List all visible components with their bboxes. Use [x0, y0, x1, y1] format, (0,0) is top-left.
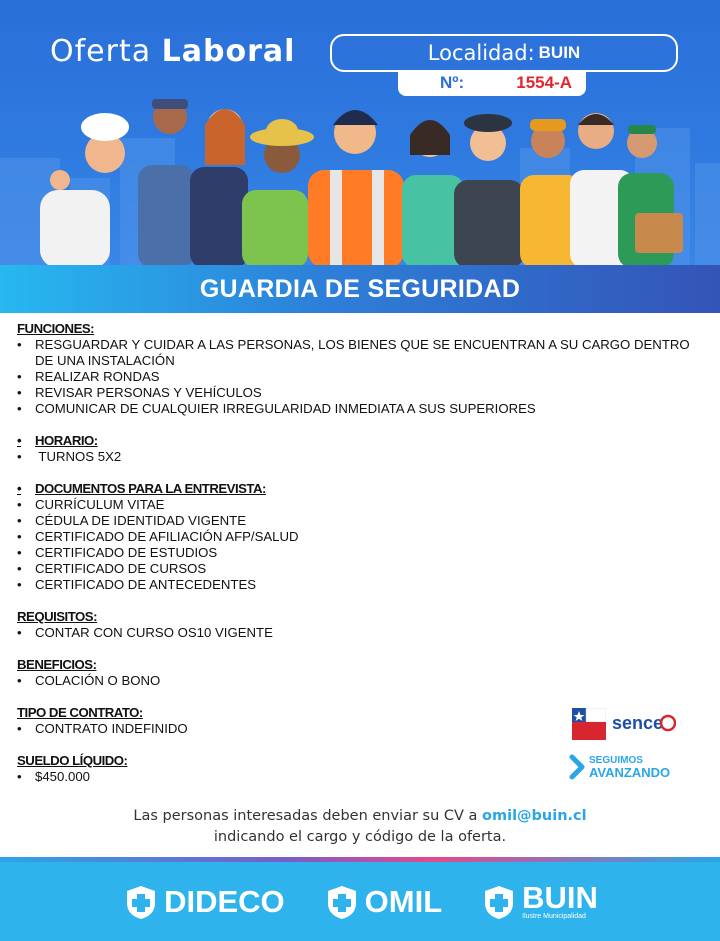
job-title: GUARDIA DE SEGURIDAD [199, 274, 521, 303]
chevron-right-icon [569, 754, 585, 780]
list-item: • CERTIFICADO DE ESTUDIOS [17, 545, 218, 560]
list-item: • CÉDULA DE IDENTIDAD VIGENTE [17, 513, 247, 528]
location-label: Localidad: [427, 41, 535, 65]
page-title: Oferta Laboral [50, 34, 296, 69]
contact-instructions: Las personas interesadas deben enviar su CV a omil@buin.cl indicando el cargo y código de la oferta. [133, 808, 587, 845]
shield-icon [122, 883, 160, 921]
list-documentos [17, 497, 707, 593]
cleaner-worker-icon [138, 99, 194, 268]
location-value: BUIN [538, 43, 581, 62]
gobierno-de-chile-logo-icon [572, 708, 606, 740]
list-item: • COMUNICAR DE CUALQUIER IRREGULARIDAD INMEDIATA A SUS SUPERIORES [17, 401, 536, 416]
list-item: • REVISAR PERSONAS Y VEHÍCULOS [17, 385, 262, 400]
list-item: • CERTIFICADO DE AFILIACIÓN AFP/SALUD [17, 529, 299, 544]
list-item: • CONTAR CON CURSO OS10 VIGENTE [17, 625, 273, 640]
gov-logos [572, 707, 682, 741]
list-funciones [17, 337, 707, 417]
list-item: • RESGUARDAR Y CUIDAR A LAS PERSONAS, LOS BIENES QUE SE ENCUENTRAN A SU CARGO DENTRO DE UNA INSTALACIÓN [17, 337, 690, 368]
list-item: • TURNOS 5X2 [17, 449, 122, 464]
list-requisitos [17, 625, 707, 641]
police-worker-icon [454, 114, 524, 268]
footer [0, 862, 720, 941]
shield-icon [480, 883, 518, 921]
section-title-beneficios: BENEFICIOS: [17, 657, 97, 672]
list-item: • CERTIFICADO DE CURSOS [17, 561, 207, 576]
list-horario [17, 449, 707, 465]
list-item: • CERTIFICADO DE ANTECEDENTES [17, 577, 257, 592]
list-beneficios [17, 673, 707, 689]
list-item: • REALIZAR RONDAS [17, 369, 160, 384]
chef-worker-icon [40, 113, 129, 268]
farmer-worker-icon [242, 119, 314, 268]
section-title-contrato: TIPO DE CONTRATO: [17, 705, 143, 720]
shield-icon [323, 883, 361, 921]
list-item: • CONTRATO INDEFINIDO [17, 721, 188, 736]
offer-number-value: 1554-A [516, 73, 572, 92]
grocer-worker-icon [618, 125, 683, 268]
avanzando-text: AVANZANDO [589, 765, 671, 780]
offer-number-box [398, 70, 586, 96]
workers-illustration [30, 95, 690, 268]
contact-email-link[interactable]: omil@buin.cl [482, 808, 587, 824]
seguimos-avanzando-logo [569, 754, 670, 780]
section-title-requisitos: REQUISITOS: [17, 609, 97, 624]
buin-logo: BUIN Ilustre Municipalidad [480, 883, 598, 921]
construction-worker-icon [308, 110, 404, 268]
omil-logo: OMIL [323, 883, 443, 921]
list-item: • CURRÍCULUM VITAE [17, 497, 165, 512]
section-title-horario: • HORARIO: [17, 433, 98, 448]
sence-logo-icon [612, 711, 676, 737]
svg-text:sence: sence [612, 713, 664, 733]
offer-number-label: Nº: [440, 73, 465, 92]
section-title-sueldo: SUELDO LÍQUIDO: [17, 753, 128, 768]
seguimos-text: SEGUIMOS [589, 755, 643, 766]
location-box [330, 34, 678, 72]
dideco-logo: DIDECO [122, 883, 285, 921]
list-item: • COLACIÓN O BONO [17, 673, 161, 688]
office-worker-icon [190, 109, 248, 268]
job-title-banner [0, 265, 720, 313]
section-title-documentos: • DOCUMENTOS PARA LA ENTREVISTA: [17, 481, 266, 496]
section-title-funciones: FUNCIONES: [17, 321, 95, 336]
header-banner [0, 0, 720, 268]
list-item: • $450.000 [17, 769, 91, 784]
